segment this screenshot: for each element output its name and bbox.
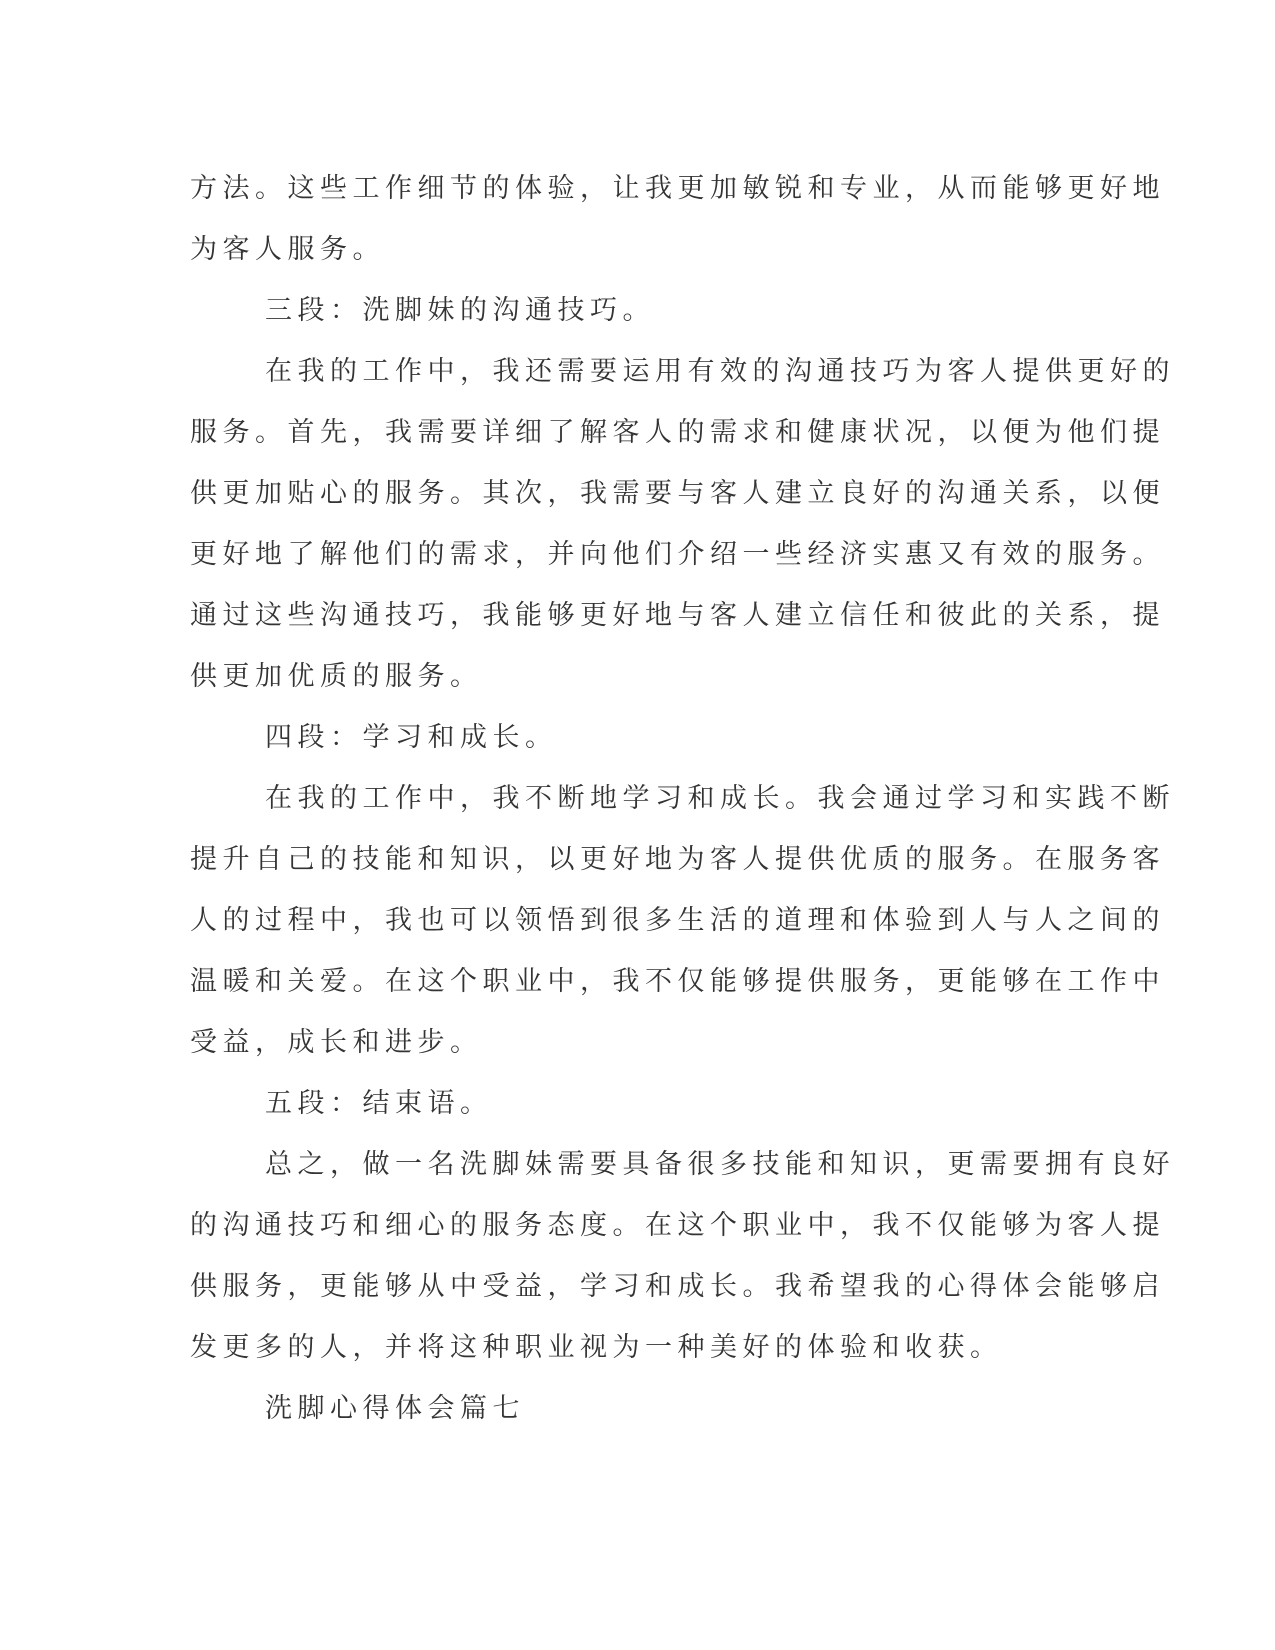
text-line: 温暖和关爱。在这个职业中，我不仅能够提供服务，更能够在工作中 [190,966,1165,997]
section-heading: 五段：结束语。 [265,1088,493,1119]
text-line: 服务。首先，我需要详细了解客人的需求和健康状况，以便为他们提 [190,417,1165,448]
text-line: 受益，成长和进步。 [190,1027,483,1058]
text-line: 更好地了解他们的需求，并向他们介绍一些经济实惠又有效的服务。 [190,539,1165,570]
text-line: 的沟通技巧和细心的服务态度。在这个职业中，我不仅能够为客人提 [190,1210,1165,1241]
text-line: 方法。这些工作细节的体验，让我更加敏锐和专业，从而能够更好地 [190,173,1165,204]
text-line: 总之，做一名洗脚妹需要具备很多技能和知识，更需要拥有良好 [265,1149,1175,1180]
text-line: 供更加贴心的服务。其次，我需要与客人建立良好的沟通关系，以便 [190,478,1165,509]
text-line: 在我的工作中，我不断地学习和成长。我会通过学习和实践不断 [265,783,1175,814]
document-body [190,158,1175,1439]
text-line: 在我的工作中，我还需要运用有效的沟通技巧为客人提供更好的 [265,356,1175,387]
text-line: 人的过程中，我也可以领悟到很多生活的道理和体验到人与人之间的 [190,905,1165,936]
text-line: 通过这些沟通技巧，我能够更好地与客人建立信任和彼此的关系，提 [190,600,1165,631]
text-line: 供服务，更能够从中受益，学习和成长。我希望我的心得体会能够启 [190,1271,1165,1302]
section-heading: 三段：洗脚妹的沟通技巧。 [265,295,655,326]
text-line: 为客人服务。 [190,234,385,265]
text-line: 发更多的人，并将这种职业视为一种美好的体验和收获。 [190,1332,1003,1363]
text-line: 提升自己的技能和知识，以更好地为客人提供优质的服务。在服务客 [190,844,1165,875]
text-line: 供更加优质的服务。 [190,661,483,692]
article-heading: 洗脚心得体会篇七 [265,1393,525,1424]
section-heading: 四段：学习和成长。 [265,722,558,753]
